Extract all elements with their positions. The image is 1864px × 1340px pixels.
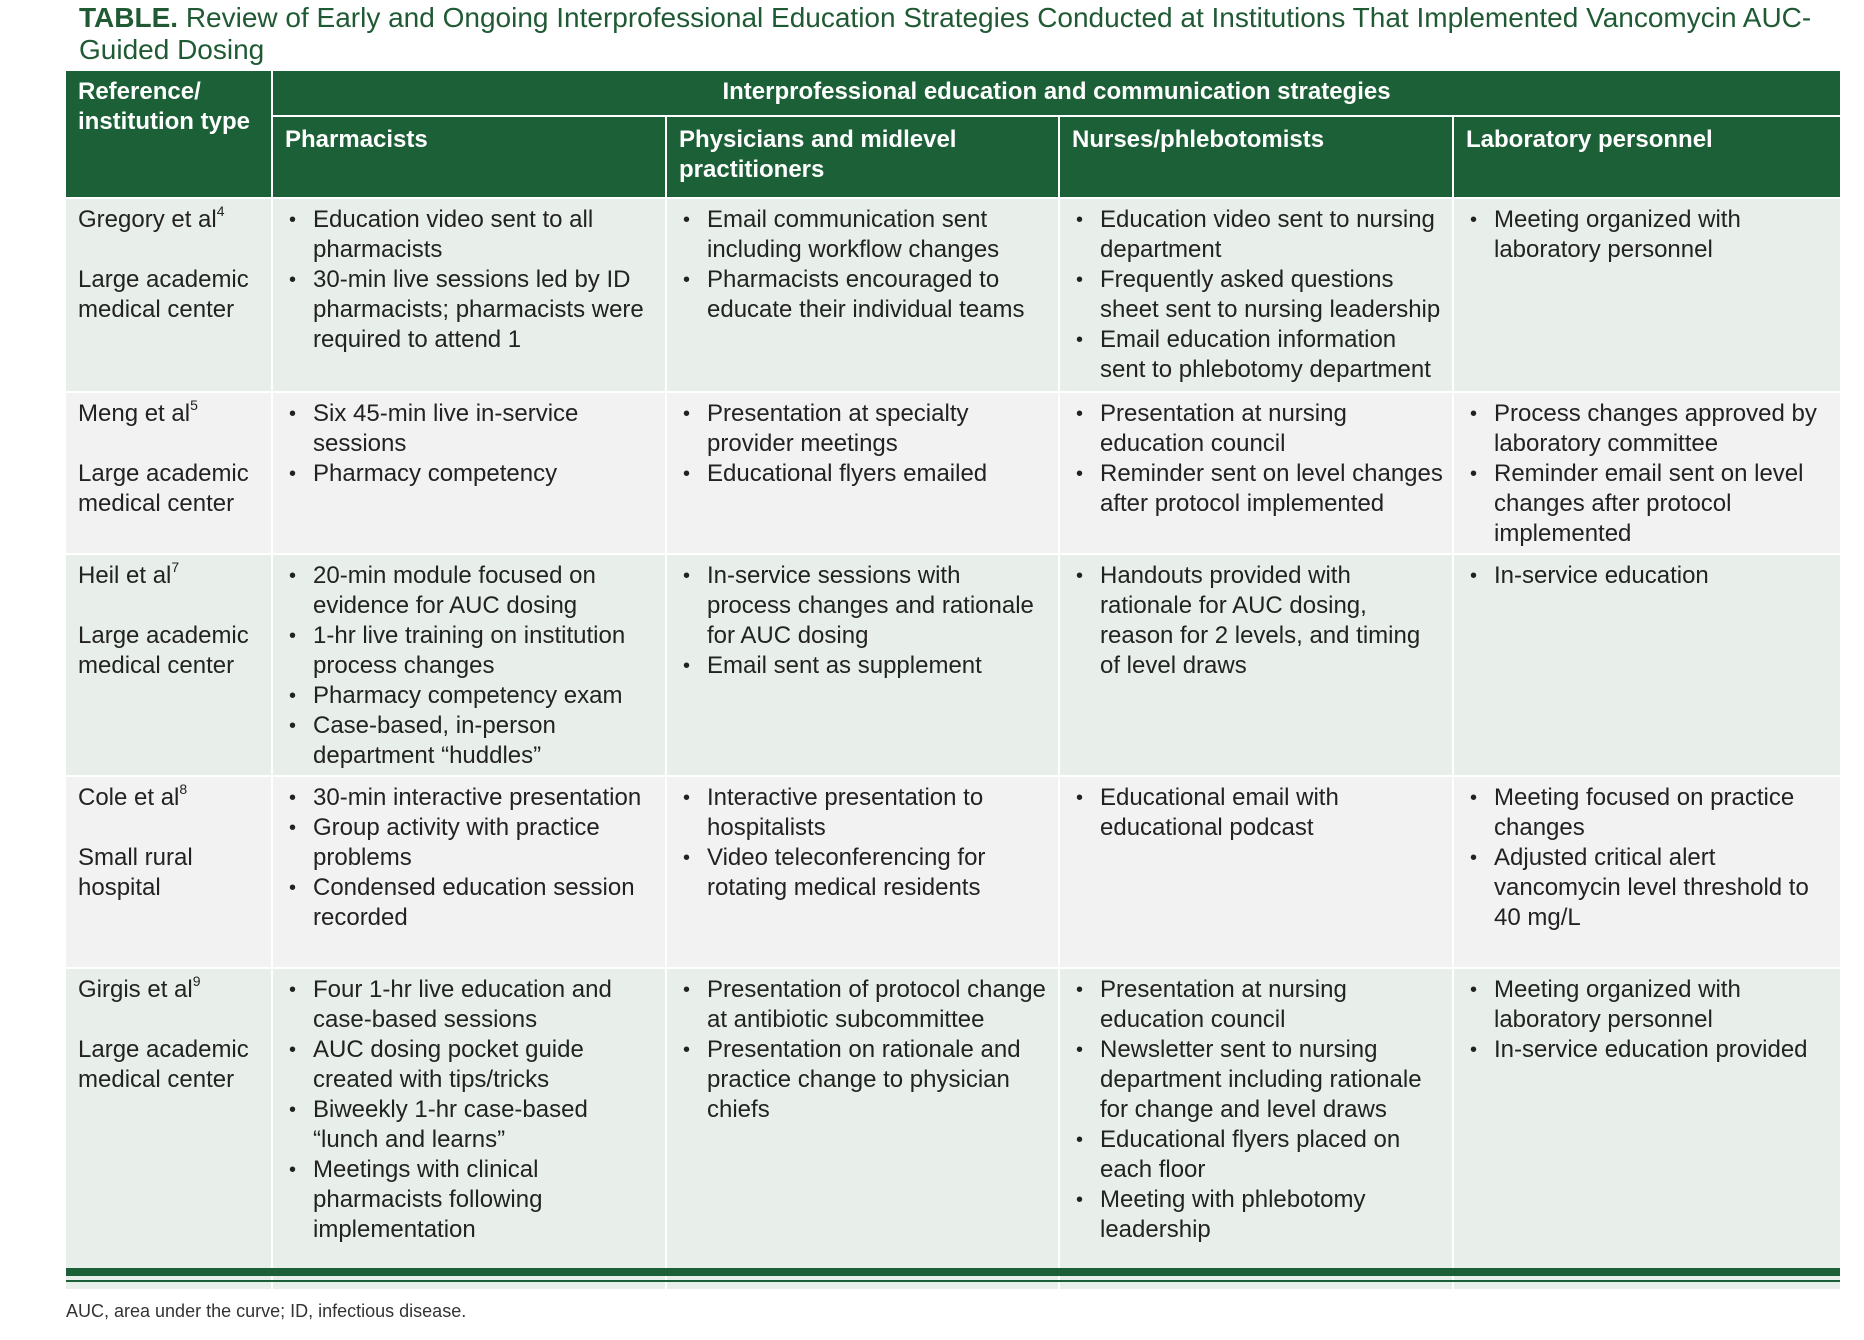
reference-cell [66,198,272,392]
strategy-list [679,205,1050,325]
strategy-cell-physicians [666,198,1059,392]
strategies-table-container [66,71,1840,1291]
strategy-item: • Frequently asked questions sheet sent to nursing leadership [1072,265,1444,325]
strategy-item: • 1-hr live training on institution process changes [285,621,657,681]
strategy-item: • Case-based, in-person department “huddles” [285,711,657,771]
table-bottom-rule-thick [66,1268,1840,1276]
strategy-list [1466,975,1832,1065]
strategy-cell-physicians [666,392,1059,554]
institution-type: Small rural hospital [78,844,193,901]
reference-author: Cole et al [78,784,180,811]
institution-type: Large academic medical center [78,460,249,517]
strategy-item: • Meetings with clinical pharmacists following implementation [285,1155,657,1245]
strategy-item: • Educational flyers placed on each floor [1072,1125,1444,1185]
strategy-item: • Biweekly 1-hr case-based “lunch and learns” [285,1095,657,1155]
strategy-list [1072,399,1444,519]
column-header-laboratory: Laboratory personnel [1453,116,1840,198]
strategy-item: • Reminder sent on level changes after protocol implemented [1072,459,1444,519]
strategy-list [285,783,657,933]
strategy-item: • Meeting organized with laboratory personnel [1466,205,1832,265]
strategy-cell-physicians [666,968,1059,1290]
strategy-item: • Presentation at nursing education council [1072,975,1444,1035]
strategy-list [1466,561,1832,591]
reference-cell [66,776,272,968]
column-header-pharmacists: Pharmacists [272,116,666,198]
strategy-item: • Education video sent to nursing department [1072,205,1444,265]
table-row [66,198,1840,392]
strategy-cell-laboratory [1453,776,1840,968]
strategy-item: • Educational flyers emailed [679,459,1050,489]
strategy-list [679,975,1050,1125]
strategy-item: • Newsletter sent to nursing department including rationale for change and level draws [1072,1035,1444,1125]
institution-type: Large academic medical center [78,266,249,323]
strategy-item: • AUC dosing pocket guide created with tips/tricks [285,1035,657,1095]
column-header-physicians: Physicians and midlevel practitioners [666,116,1059,198]
strategy-item: • Group activity with practice problems [285,813,657,873]
reference-column-header: Reference/ institution type [66,71,272,198]
strategy-item: • Meeting focused on practice changes [1466,783,1832,843]
reference-citation-number: 9 [192,973,201,989]
strategy-list [285,205,657,355]
strategy-item: • Meeting with phlebotomy leadership [1072,1185,1444,1245]
table-body [66,198,1840,1290]
strategy-cell-nurses [1059,776,1453,968]
table-footnote: AUC, area under the curve; ID, infectious disease. [66,1301,467,1321]
strategy-item: • Four 1-hr live education and case-based sessions [285,975,657,1035]
strategy-item: • Pharmacy competency [285,459,657,489]
strategy-item: • Presentation at specialty provider meetings [679,399,1050,459]
reference-citation-number: 5 [190,397,198,413]
strategy-item: • Interactive presentation to hospitalists [679,783,1050,843]
strategy-item: • Presentation at nursing education council [1072,399,1444,459]
strategy-list [1072,561,1444,681]
strategy-item: • Handouts provided with rationale for AUC dosing, reason for 2 levels, and timing of level draws [1072,561,1444,681]
reference-cell [66,392,272,554]
institution-type: Large academic medical center [78,622,249,679]
strategy-item: • In-service education [1466,561,1832,591]
strategy-item: • Education video sent to all pharmacists [285,205,657,265]
institution-type: Large academic medical center [78,1036,249,1093]
table-title-label: TABLE. [79,2,179,33]
strategy-list [1072,975,1444,1245]
strategy-cell-laboratory [1453,198,1840,392]
strategy-list [679,399,1050,489]
table-title [79,2,1829,66]
strategy-item: • In-service sessions with process changes and rationale for AUC dosing [679,561,1050,651]
strategy-cell-laboratory [1453,968,1840,1290]
reference-name [78,783,263,813]
strategy-list [1072,205,1444,385]
table-row [66,968,1840,1290]
strategy-item: • Adjusted critical alert vancomycin level threshold to 40 mg/L [1466,843,1832,933]
strategy-list [1466,783,1832,933]
strategy-cell-pharmacists [272,968,666,1290]
reference-cell [66,968,272,1290]
strategy-item: • Video teleconferencing for rotating medical residents [679,843,1050,903]
strategy-item: • Reminder email sent on level changes after protocol implemented [1466,459,1832,549]
table-row [66,776,1840,968]
reference-author: Heil et al [78,562,172,589]
strategies-table [66,71,1840,1291]
strategy-item: • Pharmacists encouraged to educate their individual teams [679,265,1050,325]
reference-citation-number: 4 [216,203,225,219]
strategy-item: • Presentation of protocol change at antibiotic subcommittee [679,975,1050,1035]
reference-cell [66,554,272,776]
reference-author: Girgis et al [78,976,193,1003]
strategy-item: • Email education information sent to phlebotomy department [1072,325,1444,385]
strategy-cell-physicians [666,776,1059,968]
table-row [66,392,1840,554]
strategy-cell-nurses [1059,554,1453,776]
strategy-cell-laboratory [1453,554,1840,776]
strategy-item: • In-service education provided [1466,1035,1832,1065]
strategies-group-header: Interprofessional education and communication strategies [272,71,1840,116]
reference-author: Gregory et al [78,206,217,233]
table-title-text: Review of Early and Ongoing Interprofessional Education Strategies Conducted at Institutions That Implemented Vancomycin AUC-Guided Dosing [79,2,1812,65]
strategy-item: • Condensed education session recorded [285,873,657,933]
table-row [66,554,1840,776]
reference-citation-number: 8 [179,781,188,797]
strategy-cell-nurses [1059,198,1453,392]
strategy-cell-pharmacists [272,554,666,776]
strategy-cell-laboratory [1453,392,1840,554]
strategy-list [1466,399,1832,549]
column-header-nurses: Nurses/phlebotomists [1059,116,1453,198]
strategy-item: • 30-min live sessions led by ID pharmacists; pharmacists were required to attend 1 [285,265,657,355]
strategy-item: • Educational email with educational podcast [1072,783,1444,843]
strategy-list [285,399,657,489]
strategy-item: • Meeting organized with laboratory personnel [1466,975,1832,1035]
table-bottom-rule-thin [66,1280,1840,1282]
reference-citation-number: 7 [171,559,180,575]
strategy-list [679,561,1050,681]
strategy-list [679,783,1050,903]
strategy-list [1072,783,1444,843]
strategy-list [1466,205,1832,265]
strategy-cell-nurses [1059,392,1453,554]
strategy-item: • Six 45-min live in-service sessions [285,399,657,459]
strategy-cell-pharmacists [272,198,666,392]
strategy-item: • 20-min module focused on evidence for AUC dosing [285,561,657,621]
strategy-item: • Presentation on rationale and practice change to physician chiefs [679,1035,1050,1125]
strategy-cell-pharmacists [272,776,666,968]
strategy-list [285,975,657,1245]
strategy-item: • Email communication sent including workflow changes [679,205,1050,265]
reference-name [78,975,263,1005]
strategy-cell-pharmacists [272,392,666,554]
strategy-item: • Email sent as supplement [679,651,1050,681]
reference-name [78,399,263,429]
strategy-item: • Process changes approved by laboratory committee [1466,399,1832,459]
strategy-cell-nurses [1059,968,1453,1290]
strategy-cell-physicians [666,554,1059,776]
reference-name [78,205,263,235]
strategy-list [285,561,657,771]
strategy-item: • Pharmacy competency exam [285,681,657,711]
reference-author: Meng et al [78,400,191,427]
strategy-item: • 30-min interactive presentation [285,783,657,813]
reference-name [78,561,263,591]
